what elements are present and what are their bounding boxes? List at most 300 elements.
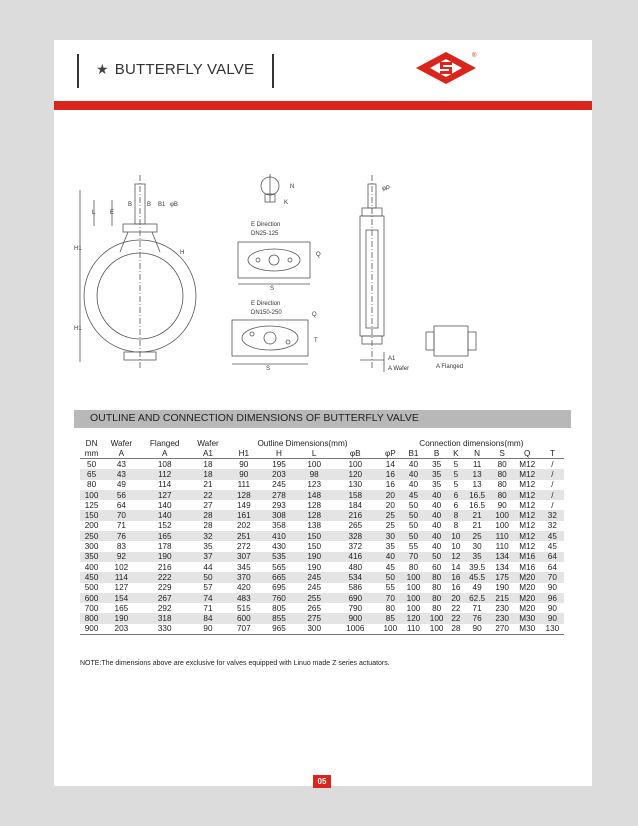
table-cell: 80 — [432, 583, 442, 593]
table-row — [80, 593, 564, 603]
table-cell: 300 — [84, 542, 99, 552]
table-cell: 50 — [402, 531, 425, 541]
col-flanged: Flanged — [149, 438, 180, 448]
label-a1: A1 — [388, 356, 396, 362]
table-cell: 64 — [547, 562, 557, 572]
table-cell: 130 — [348, 480, 363, 490]
label-b3rd: B1 — [158, 202, 166, 208]
table-cell: 586 — [348, 583, 363, 593]
label-a-flanged: A Flanged — [436, 364, 464, 370]
table-cell: 76 — [464, 613, 491, 623]
label-a-wafer: A Wafer — [388, 366, 410, 372]
table-cell: 32 — [547, 521, 557, 531]
table-cell: 100 — [379, 624, 402, 635]
table-cell: 13 — [472, 480, 482, 490]
table-cell: 275 — [297, 613, 332, 623]
table-cell: 150 — [297, 531, 332, 541]
table-cell: 480 — [348, 562, 363, 572]
table-cell: 5 — [448, 469, 463, 479]
table-cell: 120 — [402, 613, 425, 623]
table-cell: M12 — [519, 459, 536, 469]
table-cell: 483 — [226, 593, 261, 603]
table-cell: 40 — [402, 469, 425, 479]
table-cell: 100 — [406, 583, 421, 593]
table-cell: M16 — [519, 562, 536, 572]
table-cell: 98 — [297, 469, 332, 479]
table-cell: 165 — [140, 531, 190, 541]
table-cell: 100 — [307, 459, 322, 469]
table-cell: 32 — [541, 510, 564, 520]
table-cell: 32 — [190, 531, 226, 541]
table-cell: 154 — [103, 593, 139, 603]
label-h: H1 — [74, 246, 82, 252]
table-cell: 190 — [307, 562, 322, 572]
table-cell: M20 — [519, 603, 536, 613]
table-cell: 114 — [103, 572, 139, 582]
table-cell: 565 — [272, 562, 286, 572]
table-cell: 28 — [203, 521, 213, 531]
table-cell: 216 — [157, 562, 172, 572]
table-cell: 21 — [472, 521, 482, 531]
table-row — [80, 583, 564, 593]
table-cell: 150 — [80, 510, 103, 520]
label-l: L — [92, 210, 96, 216]
table-cell: 358 — [272, 521, 286, 531]
header-cell: A1 — [190, 448, 226, 459]
col-wafer2: Wafer — [197, 438, 219, 448]
table-cell: 535 — [261, 552, 296, 562]
table-cell: 28 — [190, 510, 226, 520]
table-row — [80, 603, 564, 613]
table-cell: 203 — [261, 469, 296, 479]
table-cell: 6 — [448, 490, 463, 500]
table-cell: 90 — [464, 624, 491, 635]
table-cell: 50 — [190, 572, 226, 582]
table-row — [80, 510, 564, 520]
table-cell: / — [551, 480, 554, 490]
table-cell: 30 — [379, 531, 402, 541]
table-cell: 35 — [203, 542, 213, 552]
table-cell: M12 — [519, 480, 536, 490]
header-divider-left — [77, 54, 79, 88]
table-cell: 690 — [332, 593, 379, 603]
header-cell: H1 — [226, 448, 261, 459]
table-cell: 138 — [307, 521, 322, 531]
header-cell: K — [448, 448, 463, 459]
table-cell: 190 — [495, 583, 509, 593]
label-q-small: Q — [316, 252, 321, 258]
table-cell: M30 — [514, 624, 541, 635]
star-icon: ★ — [96, 61, 109, 77]
table-row — [80, 624, 564, 635]
label-h1: H1 — [74, 326, 82, 332]
table-cell: 25 — [379, 510, 402, 520]
table-cell: 57 — [203, 583, 213, 593]
label-t: T — [314, 338, 318, 344]
table-cell: 64 — [116, 500, 126, 510]
table-cell: 123 — [307, 480, 322, 490]
table-cell: 50 — [408, 500, 419, 510]
table-cell: 1006 — [332, 624, 379, 635]
table-cell: 50 — [425, 552, 448, 562]
table-cell: 128 — [226, 490, 261, 500]
table-cell: 230 — [495, 603, 509, 613]
table-cell: 65 — [80, 469, 103, 479]
table-cell: 500 — [84, 583, 99, 593]
e-direction-small-dn: DN25-125 — [251, 231, 279, 237]
table-cell: 55 — [408, 542, 419, 552]
label-s-small: S — [270, 286, 275, 292]
table-cell: 178 — [157, 542, 172, 552]
table-cell: 60 — [432, 562, 442, 572]
table-cell: 40 — [432, 521, 442, 531]
table-cell: 300 — [297, 624, 332, 635]
table-cell: 110 — [402, 624, 425, 635]
table-cell: 50 — [87, 459, 97, 469]
label-q-large: Q — [312, 312, 317, 318]
table-cell: 900 — [332, 613, 379, 623]
table-cell: 222 — [140, 572, 190, 582]
table-cell: 229 — [157, 583, 172, 593]
table-cell: 128 — [297, 510, 332, 520]
table-cell: 40 — [379, 552, 402, 562]
table-cell: 900 — [80, 624, 103, 635]
table-cell: 100 — [402, 572, 425, 582]
header-cell: S — [491, 448, 514, 459]
table-cell: 18 — [190, 469, 226, 479]
table-cell: M20 — [514, 593, 541, 603]
table-cell: 120 — [332, 469, 379, 479]
table-cell: 100 — [425, 624, 448, 635]
table-cell: 21 — [203, 480, 213, 490]
table-cell: 35 — [425, 469, 448, 479]
table-cell: 83 — [116, 542, 126, 552]
table-cell: 20 — [448, 593, 463, 603]
table-cell: 215 — [491, 593, 514, 603]
table-row — [80, 541, 564, 551]
table-cell: 45 — [402, 490, 425, 500]
table-cell: 74 — [190, 593, 226, 603]
table-cell: 80 — [87, 480, 97, 490]
table-cell: 90 — [239, 459, 249, 469]
table-cell: 30 — [472, 542, 482, 552]
table-cell: 22 — [190, 490, 226, 500]
table-cell: 149 — [236, 500, 251, 510]
table-cell: 43 — [103, 469, 139, 479]
table-cell: 230 — [491, 613, 514, 623]
table-cell: 22 — [451, 603, 461, 613]
table-cell: 45.5 — [464, 572, 491, 582]
table-cell: 35 — [464, 552, 491, 562]
table-cell: 28 — [448, 624, 463, 635]
table-cell: 37 — [190, 552, 226, 562]
table-cell: 184 — [348, 500, 363, 510]
table-cell: 80 — [408, 562, 419, 572]
table-cell: 62.5 — [464, 593, 491, 603]
table-body — [80, 459, 564, 635]
table-cell: 245 — [272, 480, 286, 490]
table-cell: 250 — [80, 531, 103, 541]
table-cell: 345 — [236, 562, 251, 572]
label-phi-b: H — [180, 250, 185, 256]
table-cell: M12 — [514, 469, 541, 479]
table-cell: M12 — [519, 521, 536, 531]
table-cell: 70 — [541, 572, 564, 582]
table-cell: 16.5 — [469, 500, 486, 510]
table-cell: 70 — [402, 552, 425, 562]
table-cell: 16 — [385, 480, 395, 490]
table-cell: 134 — [491, 552, 514, 562]
table-cell: 25 — [464, 531, 491, 541]
table-cell: / — [541, 469, 564, 479]
table-cell: 80 — [385, 603, 395, 613]
title-text: BUTTERFLY VALVE — [114, 61, 255, 78]
table-cell: 18 — [203, 459, 213, 469]
label-b1st: B — [128, 202, 133, 208]
table-cell: 40 — [425, 510, 448, 520]
table-row — [80, 552, 564, 562]
table-row — [80, 521, 564, 531]
table-cell: 44 — [203, 562, 213, 572]
table-cell: / — [551, 459, 554, 469]
table-cell: 100 — [406, 603, 421, 613]
table-cell: 255 — [297, 593, 332, 603]
table-cell: M12 — [514, 531, 541, 541]
table-cell: 40 — [432, 542, 442, 552]
e-direction-small: E Direction — [251, 222, 281, 228]
table-cell: 760 — [261, 593, 296, 603]
table-cell: 80 — [497, 480, 507, 490]
table-cell: 71 — [472, 603, 482, 613]
table-cell: 16 — [379, 469, 402, 479]
table-cell: / — [551, 500, 554, 510]
table-cell: 71 — [203, 603, 213, 613]
table-cell: 293 — [272, 500, 286, 510]
table-cell: 292 — [157, 603, 172, 613]
col-connection: Connection dimensions(mm) — [419, 438, 524, 448]
table-cell: 695 — [272, 583, 286, 593]
table-cell: 5 — [453, 480, 459, 490]
table-cell: 965 — [261, 624, 296, 635]
table-cell: M12 — [514, 510, 541, 520]
col-dn: DN — [85, 438, 98, 448]
table-cell: 102 — [114, 562, 129, 572]
table-cell: 318 — [140, 613, 190, 623]
table-cell: 100 — [425, 613, 448, 623]
table-cell: 111 — [237, 480, 251, 490]
table-row — [80, 562, 564, 572]
table-cell: 100 — [495, 521, 509, 531]
table-cell: 16.5 — [464, 490, 491, 500]
table-cell: 245 — [297, 572, 332, 582]
table-cell: 21 — [464, 510, 491, 520]
table-cell: 134 — [495, 562, 509, 572]
table-cell: 80 — [425, 593, 448, 603]
table-cell: 14 — [385, 459, 395, 469]
table-row — [80, 459, 564, 470]
table-cell: 35 — [432, 480, 442, 490]
table-cell: 265 — [307, 603, 322, 613]
header-cell: A — [103, 448, 139, 459]
col-wafer: Wafer — [110, 438, 133, 448]
table-cell: 35 — [432, 459, 442, 469]
page-number: 05 — [313, 775, 331, 788]
table-cell: 45 — [385, 562, 395, 572]
table-cell: 114 — [158, 480, 172, 490]
table-cell: M12 — [519, 542, 536, 552]
table-cell: 25 — [385, 521, 395, 531]
table-row — [80, 490, 564, 500]
table-cell: 190 — [297, 552, 332, 562]
header-cell: φB — [332, 448, 379, 459]
table-cell: 55 — [385, 583, 395, 593]
table-cell: 80 — [491, 490, 514, 500]
brand-logo-icon — [414, 50, 478, 90]
table-cell: 158 — [332, 490, 379, 500]
table-cell: 700 — [84, 603, 99, 613]
table-cell: 665 — [261, 572, 296, 582]
table-cell: 328 — [332, 531, 379, 541]
label-e: E — [110, 210, 115, 216]
label-s-large: S — [266, 366, 271, 372]
label-phi-p: φP — [382, 186, 390, 192]
table-cell: 84 — [190, 613, 226, 623]
table-cell: 10 — [448, 531, 463, 541]
table-cell: 13 — [464, 469, 491, 479]
table-cell: 20 — [379, 490, 402, 500]
table-row — [80, 613, 564, 623]
label-n: N — [290, 184, 295, 190]
table-cell: 400 — [84, 562, 99, 572]
label-b2nd: B — [147, 202, 152, 208]
table-cell: 43 — [116, 459, 126, 469]
table-cell: 50 — [379, 572, 402, 582]
table-cell: 600 — [226, 613, 261, 623]
table-cell: 190 — [140, 552, 190, 562]
table-cell: 90 — [541, 613, 564, 623]
table-cell: / — [541, 490, 564, 500]
table-cell: 40 — [425, 531, 448, 541]
table-cell: 35 — [385, 542, 395, 552]
label-k: K — [284, 200, 289, 206]
table-cell: 805 — [272, 603, 286, 613]
header-cell: B — [425, 448, 448, 459]
table-cell: 420 — [236, 583, 251, 593]
header-cell: T — [541, 448, 564, 459]
table-cell: 8 — [453, 521, 459, 531]
col-outline: Outline Dimensions(mm) — [257, 438, 348, 448]
table-cell: 370 — [226, 572, 261, 582]
table-cell: 11 — [472, 459, 482, 469]
table-cell: 16 — [448, 572, 463, 582]
table-cell: 110 — [495, 542, 509, 552]
table-cell: 20 — [385, 500, 395, 510]
table-cell: 430 — [272, 542, 286, 552]
table-cell: 416 — [332, 552, 379, 562]
table-cell: 251 — [226, 531, 261, 541]
table-cell: 308 — [261, 510, 296, 520]
section-title: OUTLINE AND CONNECTION DIMENSIONS OF BUTTERFLY VALVE — [90, 412, 419, 424]
header-cell: φP — [379, 448, 402, 459]
table-cell: 40 — [408, 459, 419, 469]
table-cell: 515 — [236, 603, 251, 613]
table-cell: 707 — [226, 624, 261, 635]
table-header-row-top — [80, 438, 564, 448]
table-cell: 27 — [203, 500, 213, 510]
table-cell: 40 — [432, 500, 442, 510]
footnote: NOTE:The dimensions above are exclusive for valves equipped with Linuo made Z series actuators. — [80, 660, 390, 667]
table-cell: 800 — [80, 613, 103, 623]
table-cell: M20 — [519, 583, 536, 593]
table-cell: 14 — [451, 562, 461, 572]
e-direction-large: E Direction — [251, 301, 281, 307]
table-row — [80, 572, 564, 582]
table-cell: 39.5 — [469, 562, 486, 572]
table-cell: M12 — [514, 490, 541, 500]
table-row — [80, 480, 564, 490]
table-cell: 450 — [80, 572, 103, 582]
table-cell: 100 — [491, 510, 514, 520]
table-cell: 125 — [84, 500, 99, 510]
table-cell: 71 — [116, 521, 126, 531]
header-red-rule — [54, 101, 592, 110]
table-row — [80, 469, 564, 479]
table-row — [80, 531, 564, 541]
table-cell: 410 — [261, 531, 296, 541]
table-cell: 245 — [307, 583, 322, 593]
table-cell: 200 — [84, 521, 99, 531]
header-cell: B1 — [402, 448, 425, 459]
table-cell: 85 — [379, 613, 402, 623]
table-cell: 202 — [236, 521, 251, 531]
table-cell: 372 — [348, 542, 363, 552]
table-cell: 92 — [103, 552, 139, 562]
table-cell: 152 — [157, 521, 172, 531]
table-cell: 90 — [547, 583, 557, 593]
table-cell: 307 — [226, 552, 261, 562]
page-title — [96, 61, 254, 78]
table-cell: 350 — [80, 552, 103, 562]
header-cell: Q — [514, 448, 541, 459]
table-cell: 203 — [103, 624, 139, 635]
table-cell: 534 — [332, 572, 379, 582]
table-cell: M30 — [514, 613, 541, 623]
table-cell: 148 — [297, 490, 332, 500]
table-cell: 70 — [103, 510, 139, 520]
header-cell: N — [464, 448, 491, 459]
table-cell: 90 — [226, 469, 261, 479]
valve-drawings — [54, 170, 592, 380]
table-cell: M16 — [514, 552, 541, 562]
table-cell: 80 — [497, 459, 507, 469]
table-cell: 90 — [190, 624, 226, 635]
table-cell: 45 — [541, 531, 564, 541]
table-cell: 272 — [236, 542, 251, 552]
table-cell: 16 — [451, 583, 461, 593]
table-cell: 195 — [272, 459, 286, 469]
table-cell: 128 — [307, 500, 322, 510]
table-cell: M20 — [514, 572, 541, 582]
table-cell: 855 — [261, 613, 296, 623]
header-cell: mm — [80, 448, 103, 459]
table-cell: 790 — [348, 603, 363, 613]
table-cell: 150 — [307, 542, 322, 552]
table-cell: 56 — [103, 490, 139, 500]
table-cell: 108 — [157, 459, 172, 469]
table-cell: 8 — [448, 510, 463, 520]
table-cell: 80 — [491, 469, 514, 479]
table-cell: 40 — [408, 480, 419, 490]
